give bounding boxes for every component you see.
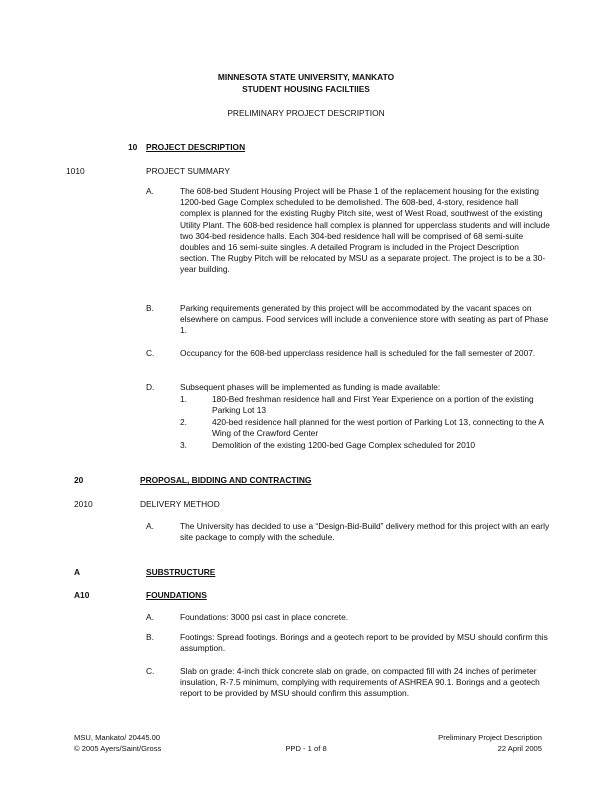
item-a10-c-text: Slab on grade: 4-inch thick concrete slab on grade, on compacted fill with 24 inches of perimeter insulation, R-7.5 minimum, complying with requirements of ASHREA 90.1. Borings and a geotech report to be provided by MSU should confirm this assumption. xyxy=(180,666,540,699)
item-1010-b-text: Parking requirements generated by this project will be accommodated by the vacant spaces on elsewhere on campus. Food services will include a convenience store with seating as part of Phase 1. xyxy=(180,303,549,336)
item-1010-d-letter: D. xyxy=(146,382,155,392)
section-a-number: A xyxy=(74,567,81,577)
item-a10-b-text: Footings: Spread footings. Borings and a geotech report to be provided by MSU should confirm this assumption. xyxy=(180,632,548,654)
sublist-item-2-number: 2. xyxy=(180,417,187,427)
item-1010-a-letter: A. xyxy=(146,186,154,196)
item-1010-a-text: The 608-bed Student Housing Project will be Phase 1 of the replacement housing for the existing 1200-bed Gage Complex scheduled to be demolished. The 608-bed, 4-story, residence hall complex is planned for the existing Rugby Pitch site, west of West Road, southwest of the existing Utility Plant. The 608-bed residence hall complex is planned for upperclass students and will include two 304-bed residence halls. Each 304-bed residence hall will be comprised of 68 semi-suite doubles and 16 semi-suite singles. A detailed Program is included in the Project Description section. The Rugby Pitch will be relocated by MSU as a separate project. The project is to be a 30-year building. xyxy=(180,186,550,275)
section-20-title: PROPOSAL, BIDDING AND CONTRACTING xyxy=(140,475,312,485)
item-a10-b-letter: B. xyxy=(146,632,154,642)
section-a10-title: FOUNDATIONS xyxy=(146,590,207,600)
section-a10-number: A10 xyxy=(74,590,90,600)
item-2010-a-text: The University has decided to use a “Design-Bid-Build” delivery method for this project with an early site package to comply with the schedule. xyxy=(180,521,550,543)
footer-document-title: Preliminary Project Description xyxy=(438,733,542,742)
item-a10-a-letter: A. xyxy=(146,612,154,622)
footer-page-number: PPD - 1 of 8 xyxy=(285,744,327,753)
sublist-item-3-number: 3. xyxy=(180,440,187,450)
section-10-title: PROJECT DESCRIPTION xyxy=(146,142,246,152)
sublist-item-1-number: 1. xyxy=(180,394,187,404)
item-2010-a-letter: A. xyxy=(146,521,154,531)
subsection-2010-number: 2010 xyxy=(74,499,93,509)
item-a10-a-text: Foundations: 3000 psi cast in place concrete. xyxy=(180,612,349,622)
section-20-number: 20 xyxy=(74,475,84,485)
document-heading: PRELIMINARY PROJECT DESCRIPTION xyxy=(227,108,385,118)
document-title: MINNESOTA STATE UNIVERSITY, MANKATO xyxy=(217,72,395,82)
section-10-number: 10 xyxy=(128,142,138,152)
item-1010-c-letter: C. xyxy=(146,348,155,358)
footer-project-number: MSU, Mankato/ 20445.00 xyxy=(74,733,161,742)
item-1010-d-text: Subsequent phases will be implemented as funding is made available: xyxy=(180,382,441,392)
subsection-1010-number: 1010 xyxy=(66,166,85,176)
document-subtitle: STUDENT HOUSING FACILTIIES xyxy=(242,84,370,94)
subsection-2010-title: DELIVERY METHOD xyxy=(140,499,220,509)
item-1010-c-text: Occupancy for the 608-bed upperclass residence hall is scheduled for the fall semester of 2007. xyxy=(180,348,536,358)
item-a10-c-letter: C. xyxy=(146,666,155,676)
footer-date: 22 April 2005 xyxy=(497,744,542,753)
subsection-1010-title: PROJECT SUMMARY xyxy=(146,166,230,176)
sublist-item-3-text: Demolition of the existing 1200-bed Gage Complex scheduled for 2010 xyxy=(212,440,476,450)
sublist-item-1-text: 180-Bed freshman residence hall and First Year Experience on a portion of the existing Parking Lot 13 xyxy=(212,394,534,416)
section-a-title: SUBSTRUCTURE xyxy=(146,567,216,577)
footer-copyright: © 2005 Ayers/Saint/Gross xyxy=(74,744,162,753)
sublist-item-2-text: 420-bed residence hall planned for the west portion of Parking Lot 13, connecting to the A Wing of the Crawford Center xyxy=(212,417,544,439)
item-1010-b-letter: B. xyxy=(146,303,154,313)
